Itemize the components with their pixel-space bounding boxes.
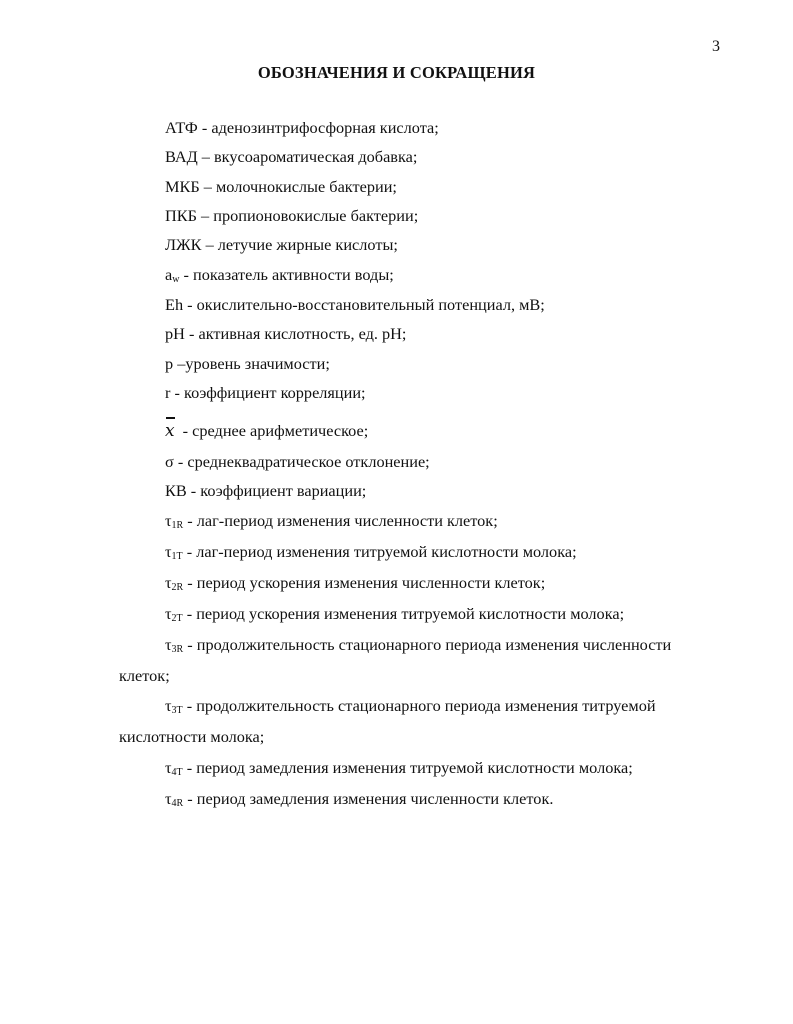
abbr-desc: - продолжительность стационарного периода изменения численности [183, 635, 672, 654]
list-item [165, 354, 330, 374]
abbr-term: τ [165, 635, 172, 654]
abbr-term: τ [165, 511, 172, 530]
abbr-term: r [165, 383, 171, 402]
abbr-desc: - период замедления изменения титруемой кислотности молока; [182, 758, 633, 777]
list-item [165, 789, 553, 809]
abbr-term: ПКБ [165, 206, 197, 225]
abbr-subscript: 2R [171, 582, 184, 593]
abbr-desc: - период ускорения изменения численности клеток; [183, 573, 546, 592]
list-item [165, 177, 397, 197]
abbr-desc-continuation: клеток; [119, 666, 170, 685]
list-item [165, 758, 633, 778]
abbr-desc-continuation: кислотности молока; [119, 727, 265, 746]
abbr-term: p [165, 354, 174, 373]
abbr-desc: – летучие жирные кислоты; [201, 235, 398, 254]
list-item [165, 604, 624, 624]
list-item [119, 696, 715, 747]
abbr-subscript: 4T [171, 767, 183, 778]
abbr-term: АТФ [165, 118, 198, 137]
abbr-term: Eh [165, 295, 184, 314]
abbr-desc: –уровень значимости; [173, 354, 330, 373]
abbr-desc: - коэффициент вариации; [186, 481, 367, 500]
abbr-desc: - период замедления изменения численности клеток. [183, 789, 554, 808]
abbr-subscript: 1T [171, 551, 183, 562]
abbr-term: τ [165, 789, 172, 808]
abbr-term: τ [165, 604, 172, 623]
abbr-term: τ [165, 758, 172, 777]
abbr-desc: – пропионовокислые бактерии; [196, 206, 419, 225]
list-item [165, 206, 418, 226]
page-title: ОБОЗНАЧЕНИЯ И СОКРАЩЕНИЯ [257, 63, 536, 82]
abbr-term: σ [165, 452, 174, 471]
abbr-term: τ [165, 696, 172, 715]
list-item [165, 511, 498, 531]
list-item [165, 235, 398, 255]
list-item [165, 383, 366, 403]
abbr-subscript: 4R [171, 798, 184, 809]
abbr-term: τ [165, 542, 172, 561]
abbr-desc: - коэффициент корреляции; [170, 383, 366, 402]
list-item [119, 635, 715, 686]
abbr-desc: - лаг-период изменения численности клеток; [183, 511, 498, 530]
abbr-term: pH [165, 324, 185, 343]
abbr-desc: – молочнокислые бактерии; [199, 177, 397, 196]
abbr-desc: - аденозинтрифосфорная кислота; [197, 118, 439, 137]
list-item [165, 421, 368, 441]
abbr-subscript: w [172, 274, 180, 285]
abbr-desc: - окислительно-восстановительный потенциал, мВ; [183, 295, 545, 314]
abbr-subscript: 3T [171, 705, 183, 716]
abbr-term: τ [165, 573, 172, 592]
abbr-desc: - лаг-период изменения титруемой кислотности молока; [182, 542, 577, 561]
abbr-term: a [165, 265, 173, 284]
abbr-desc: - активная кислотность, ед. pH; [184, 324, 407, 343]
page-number: 3 [712, 38, 720, 55]
list-item [165, 265, 394, 285]
list-item [165, 452, 430, 472]
list-item [165, 324, 406, 344]
abbr-desc: - период ускорения изменения титруемой кислотности молока; [182, 604, 625, 623]
mean-x-bar-symbol: x [165, 421, 175, 441]
abbr-desc: - продолжительность стационарного периода изменения титруемой [182, 696, 656, 715]
abbr-desc: - среднеквадратическое отклонение; [173, 452, 430, 471]
list-item [165, 118, 439, 138]
abbr-term: ЛЖК [165, 235, 202, 254]
abbr-term: ВАД [165, 147, 198, 166]
list-item [165, 295, 545, 315]
abbr-term: МКБ [165, 177, 200, 196]
abbr-subscript: 3R [171, 644, 184, 655]
list-item [165, 542, 577, 562]
abbr-subscript: 2T [171, 613, 183, 624]
abbr-desc: - показатель активности воды; [179, 265, 394, 284]
abbr-desc: - среднее арифметическое; [178, 421, 369, 440]
abbr-desc: – вкусоароматическая добавка; [197, 147, 418, 166]
abbr-term: КВ [165, 481, 187, 500]
list-item [165, 147, 417, 167]
list-item [165, 573, 545, 593]
abbr-subscript: 1R [171, 520, 184, 531]
list-item [165, 481, 366, 501]
